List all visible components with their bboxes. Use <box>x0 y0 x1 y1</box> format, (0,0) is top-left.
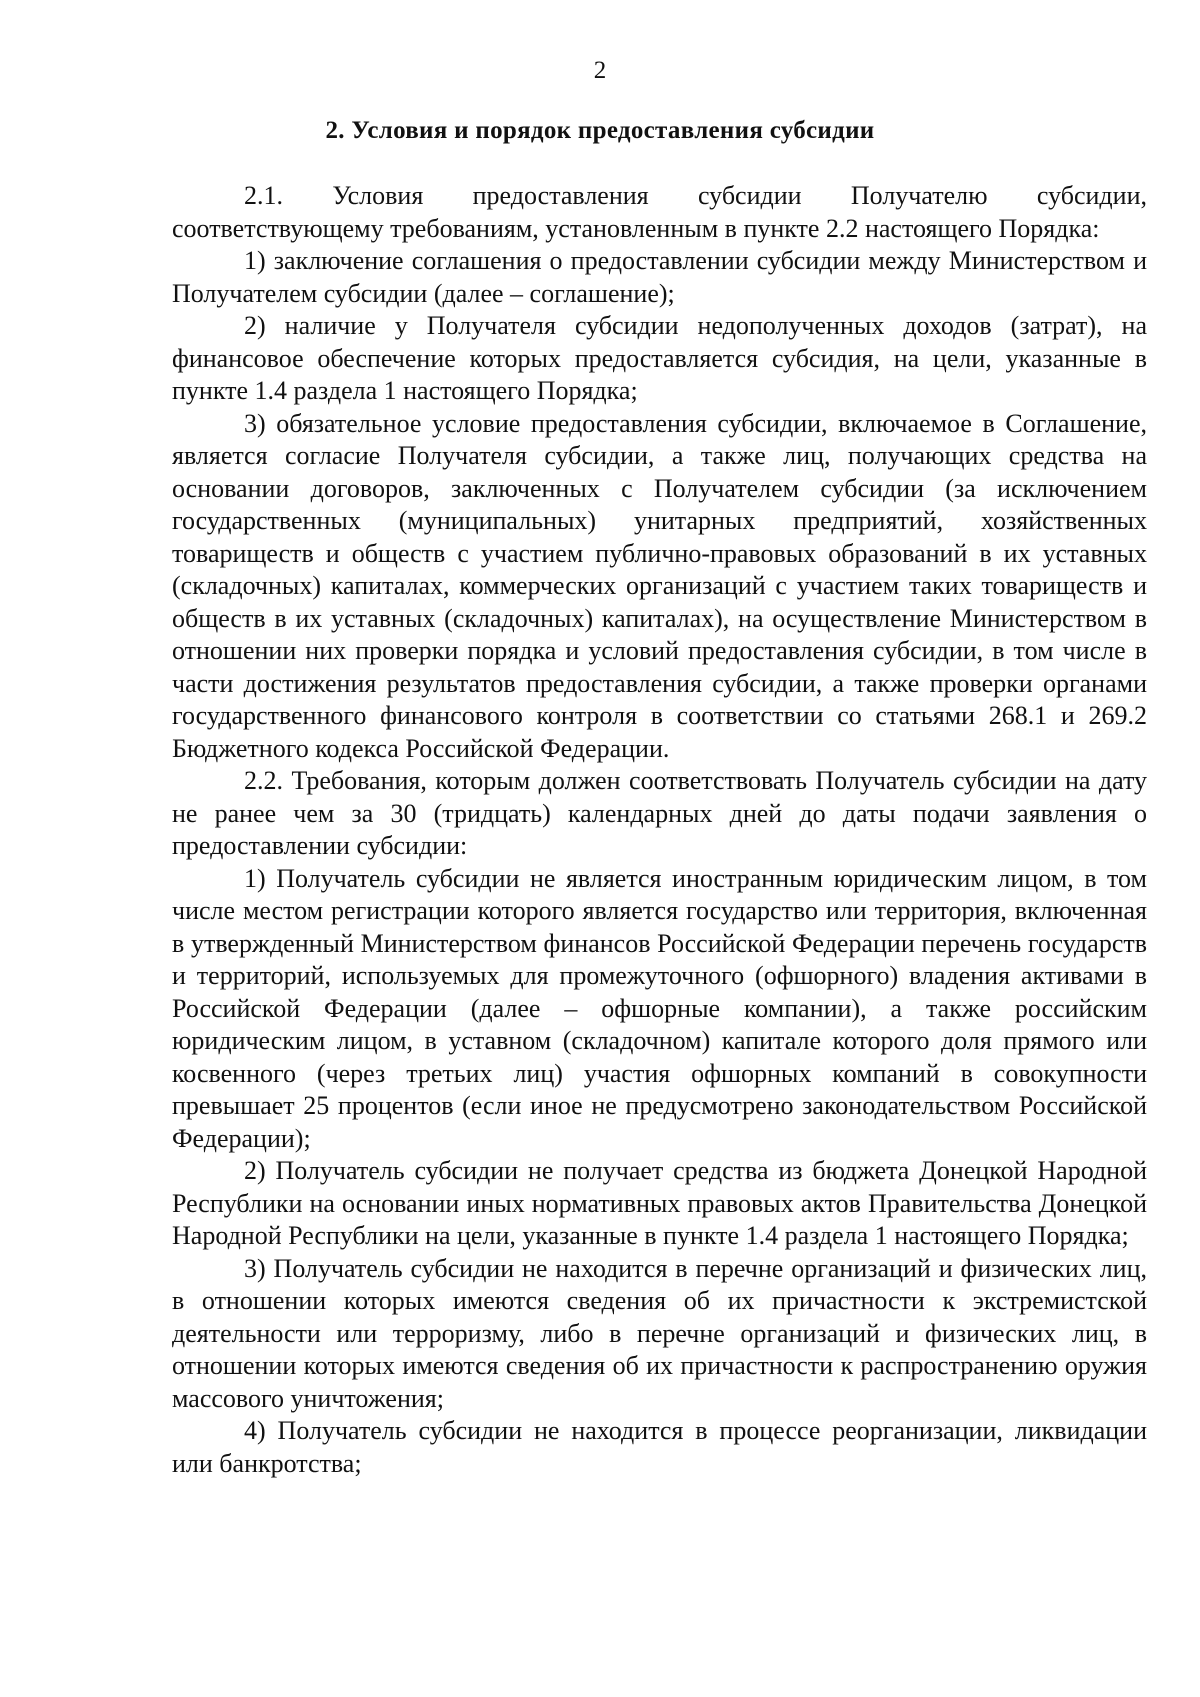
paragraph-2-2-item-1: 1) Получатель субсидии не является иностранным юридическим лицом, в том числе местом регистрации которого является государство или территория, включенная в утвержденный Министерством финансов Российской Федерации перечень государств и территорий, используемых для промежуточного (офшорного) владения активами в Российской Федерации (далее – офшорные компании), а также российским юридическим лицом, в уставном (складочном) капитале которого доля прямого или косвенного (через третьих лиц) участия офшорных компаний в совокупности превышает 25 процентов (если иное не предусмотрено законодательством Российской Федерации); <box>172 863 1147 1153</box>
paragraph-2-1-item-3: 3) обязательное условие предоставления субсидии, включаемое в Соглашение, является согласие Получателя субсидии, а также лиц, получающих средства на основании договоров, заключенных с Получателем субсидии (за исключением государственных (муниципальных) унитарных предприятий, хозяйственных товариществ и обществ с участием публично-правовых образований в их уставных (складочных) капиталах, коммерческих организаций с участием таких товариществ и обществ в их уставных (складочных) капиталах), на осуществление Министерством в отношении них проверки порядка и условий предоставления субсидии, в том числе в части достижения результатов предоставления субсидии, а также проверки органами государственного финансового контроля в соответствии со статьями 268.1 и 269.2 Бюджетного кодекса Российской Федерации. <box>172 408 1147 763</box>
document-body <box>172 180 1147 1480</box>
paragraph-2-1-item-2: 2) наличие у Получателя субсидии недополученных доходов (затрат), на финансовое обеспечение которых предоставляется субсидия, на цели, указанные в пункте 1.4 раздела 1 настоящего Порядка; <box>172 311 1147 405</box>
page-number: 2 <box>593 57 607 84</box>
paragraph-2-2: 2.2. Требования, которым должен соответствовать Получатель субсидии на дату не ранее чем за 30 (тридцать) календарных дней до даты подачи заявления о предоставлении субсидии: <box>172 766 1147 860</box>
paragraph-2-2-item-3: 3) Получатель субсидии не находится в перечне организаций и физических лиц, в отношении которых имеются сведения об их причастности к экстремистской деятельности или терроризму, либо в перечне организаций и физических лиц, в отношении которых имеются сведения об их причастности к распространению оружия массового уничтожения; <box>172 1253 1147 1413</box>
section-title: 2. Условия и порядок предоставления субсидии <box>325 117 875 144</box>
paragraph-2-1: 2.1. Условия предоставления субсидии Получателю субсидии, соответствующему требованиям, установленным в пункте 2.2 настоящего Порядка: <box>172 181 1147 243</box>
paragraph-2-1-item-1: 1) заключение соглашения о предоставлении субсидии между Министерством и Получателем субсидии (далее – соглашение); <box>172 246 1147 308</box>
paragraph-2-2-item-4: 4) Получатель субсидии не находится в процессе реорганизации, ликвидации или банкротства; <box>172 1416 1147 1478</box>
paragraph-2-2-item-2: 2) Получатель субсидии не получает средства из бюджета Донецкой Народной Республики на основании иных нормативных правовых актов Правительства Донецкой Народной Республики на цели, указанные в пункте 1.4 раздела 1 настоящего Порядка; <box>172 1156 1147 1250</box>
